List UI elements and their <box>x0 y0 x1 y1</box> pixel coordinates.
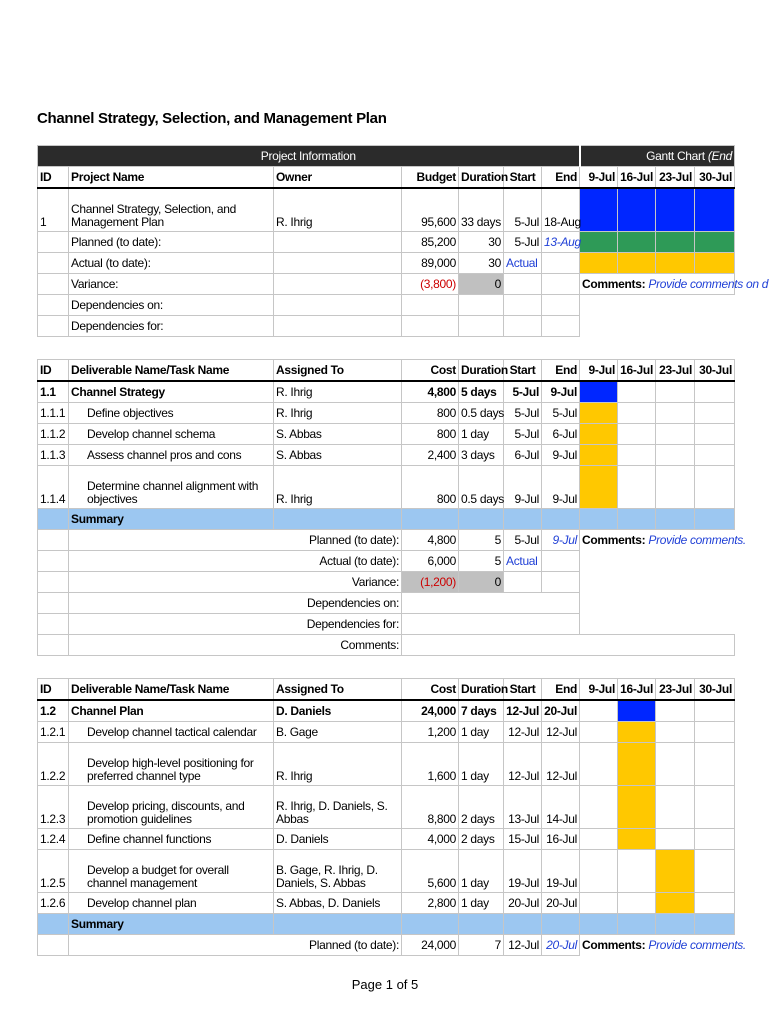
planned-start: 5-Jul <box>504 232 542 253</box>
dependencies-on-row <box>38 593 735 614</box>
col-header-start: Start <box>504 360 542 382</box>
table-row: 1.2.4 Define channel functions D. Daniels 4,000 2 days 15-Jul 16-Jul <box>38 829 735 850</box>
variance-row: Variance: (1,200) 0 <box>38 572 735 593</box>
gantt-bar <box>695 253 735 274</box>
week-header: 30-Jul <box>695 679 735 701</box>
gantt-bar <box>580 381 618 403</box>
actual-start: Actual <box>504 253 542 274</box>
planned-label: Planned (to date): <box>69 530 402 551</box>
gantt-bar <box>580 188 618 232</box>
dependencies-on-label: Dependencies on: <box>69 593 402 614</box>
col-header-task-name: Deliverable Name/Task Name <box>69 360 274 382</box>
project-duration: 33 days <box>459 188 504 232</box>
col-header-task-name: Deliverable Name/Task Name <box>69 679 274 701</box>
deliverable-table-channel-plan <box>37 678 746 956</box>
week-header: 9-Jul <box>580 167 618 189</box>
gantt-bar <box>618 786 656 829</box>
col-header-assigned-to: Assigned To <box>274 360 402 382</box>
table-row: 1.2.5 Develop a budget for overall channel management B. Gage, R. Ihrig, D. Daniels, S. Abbas 5,600 1 day 19-Jul 19-Jul <box>38 850 735 893</box>
project-information-banner: Project Information <box>38 146 580 167</box>
dependencies-for-row <box>38 316 735 337</box>
gantt-bar <box>618 743 656 786</box>
gantt-comments: Comments: Provide comments. <box>582 937 746 952</box>
gantt-bar <box>618 700 656 722</box>
project-row <box>38 188 735 232</box>
col-header-start: Start <box>504 167 542 189</box>
gantt-bar <box>580 253 618 274</box>
table-row: 1.2.1 Develop channel tactical calendar B. Gage 1,200 1 day 12-Jul 12-Jul <box>38 722 735 743</box>
variance-duration: 0 <box>459 274 504 295</box>
week-header: 23-Jul <box>656 167 695 189</box>
gantt-bar <box>580 424 618 445</box>
week-header: 16-Jul <box>618 679 656 701</box>
variance-budget: (3,800) <box>402 274 459 295</box>
variance-row <box>38 274 735 295</box>
deliverable-table-channel-strategy <box>37 359 746 656</box>
col-header-duration: Duration <box>459 360 504 382</box>
planned-budget: 85,200 <box>402 232 459 253</box>
week-header: 9-Jul <box>580 360 618 382</box>
table-row: 1.2.6 Develop channel plan S. Abbas, D. Daniels 2,800 1 day 20-Jul 20-Jul <box>38 893 735 914</box>
planned-label: Planned (to date): <box>69 232 274 253</box>
week-header: 9-Jul <box>580 679 618 701</box>
gantt-bar <box>695 232 735 253</box>
project-start: 5-Jul <box>504 188 542 232</box>
col-header-end: End <box>542 167 580 189</box>
planned-end: 13-Aug <box>542 232 580 253</box>
gantt-bar <box>618 722 656 743</box>
gantt-bar <box>618 253 656 274</box>
project-name: Channel Strategy, Selection, and Management Plan <box>69 188 274 232</box>
dependencies-on-label: Dependencies on: <box>69 295 274 316</box>
variance-label: Variance: <box>69 572 402 593</box>
col-header-cost: Cost <box>402 360 459 382</box>
header-row <box>38 360 735 382</box>
actual-row <box>38 253 735 274</box>
summary-label: Summary <box>69 509 274 530</box>
col-header-end: End <box>542 360 580 382</box>
banner-row <box>38 146 735 167</box>
dependencies-on-row <box>38 295 735 316</box>
gantt-bar <box>695 188 735 232</box>
actual-label: Actual (to date): <box>69 551 402 572</box>
col-header-id: ID <box>38 679 69 701</box>
gantt-chart-banner: Gantt Chart (End <box>580 146 735 167</box>
col-header-duration: Duration <box>459 679 504 701</box>
summary-label: Summary <box>69 914 274 935</box>
table-row: 1.2.2 Develop high-level positioning for preferred channel type R. Ihrig 1,600 1 day 12-Jul 12-Jul <box>38 743 735 786</box>
header-row <box>38 679 735 701</box>
week-header: 16-Jul <box>618 360 656 382</box>
page-number: Page 1 of 5 <box>351 977 419 992</box>
project-budget: 95,600 <box>402 188 459 232</box>
week-header: 30-Jul <box>695 167 735 189</box>
gantt-bar <box>618 232 656 253</box>
actual-label: Actual (to date): <box>69 253 274 274</box>
gantt-bar <box>656 893 695 914</box>
table-row: 1.2.3 Develop pricing, discounts, and promotion guidelines R. Ihrig, D. Daniels, S. Abbas 8,800 2 days 13-Jul 14-Jul <box>38 786 735 829</box>
week-header: 23-Jul <box>656 360 695 382</box>
project-id: 1 <box>38 188 69 232</box>
col-header-end: End <box>542 679 580 701</box>
actual-budget: 89,000 <box>402 253 459 274</box>
project-owner: R. Ihrig <box>274 188 402 232</box>
table-row: 1.1.4 Determine channel alignment with objectives R. Ihrig 800 0.5 days 9-Jul 9-Jul <box>38 466 735 509</box>
actual-duration: 30 <box>459 253 504 274</box>
planned-label: Planned (to date): <box>69 935 402 956</box>
gantt-bar <box>580 466 618 509</box>
project-end: 18-Aug <box>542 188 580 232</box>
gantt-bar <box>580 445 618 466</box>
table-row: 1.2 Channel Plan D. Daniels 24,000 7 days 12-Jul 20-Jul <box>38 700 735 722</box>
week-header: 23-Jul <box>656 679 695 701</box>
summary-row <box>38 509 735 530</box>
gantt-bar <box>618 188 656 232</box>
week-header: 16-Jul <box>618 167 656 189</box>
table-row: 1.1.1 Define objectives R. Ihrig 800 0.5 days 5-Jul 5-Jul <box>38 403 735 424</box>
summary-row <box>38 914 735 935</box>
gantt-bar <box>580 232 618 253</box>
planned-row: Planned (to date): 4,800 5 5-Jul 9-Jul Comments: Provide comments. <box>38 530 735 551</box>
planned-duration: 30 <box>459 232 504 253</box>
gantt-comments: Comments: Provide comments on d <box>580 274 735 295</box>
gantt-bar <box>656 232 695 253</box>
dependencies-for-label: Dependencies for: <box>69 316 274 337</box>
gantt-bar <box>580 403 618 424</box>
gantt-bar <box>656 188 695 232</box>
comments-row <box>38 635 735 656</box>
actual-row: Actual (to date): 6,000 5 Actual <box>38 551 735 572</box>
project-information-table <box>37 145 769 337</box>
comments-label: Comments: <box>69 635 402 656</box>
table-row: 1.1.3 Assess channel pros and cons S. Abbas 2,400 3 days 6-Jul 9-Jul <box>38 445 735 466</box>
gantt-comments: Comments: Provide comments. <box>582 532 746 547</box>
col-header-start: Start <box>504 679 542 701</box>
col-header-id: ID <box>38 360 69 382</box>
table-row: 1.1 Channel Strategy R. Ihrig 4,800 5 days 5-Jul 9-Jul <box>38 381 735 403</box>
dependencies-for-row <box>38 614 735 635</box>
variance-label: Variance: <box>69 274 274 295</box>
col-header-owner: Owner <box>274 167 402 189</box>
header-row <box>38 167 735 189</box>
week-header: 30-Jul <box>695 360 735 382</box>
col-header-assigned-to: Assigned To <box>274 679 402 701</box>
table-row: 1.1.2 Develop channel schema S. Abbas 800 1 day 5-Jul 6-Jul <box>38 424 735 445</box>
col-header-budget: Budget <box>402 167 459 189</box>
dependencies-for-label: Dependencies for: <box>69 614 402 635</box>
col-header-project-name: Project Name <box>69 167 274 189</box>
col-header-duration: Duration <box>459 167 504 189</box>
gantt-bar <box>656 253 695 274</box>
planned-row: Planned (to date): 24,000 7 12-Jul 20-Jul Comments: Provide comments. <box>38 935 735 956</box>
col-header-id: ID <box>38 167 69 189</box>
col-header-cost: Cost <box>402 679 459 701</box>
planned-row <box>38 232 735 253</box>
document-title: Channel Strategy, Selection, and Management Plan <box>37 110 387 127</box>
gantt-bar <box>656 850 695 893</box>
gantt-bar <box>618 829 656 850</box>
